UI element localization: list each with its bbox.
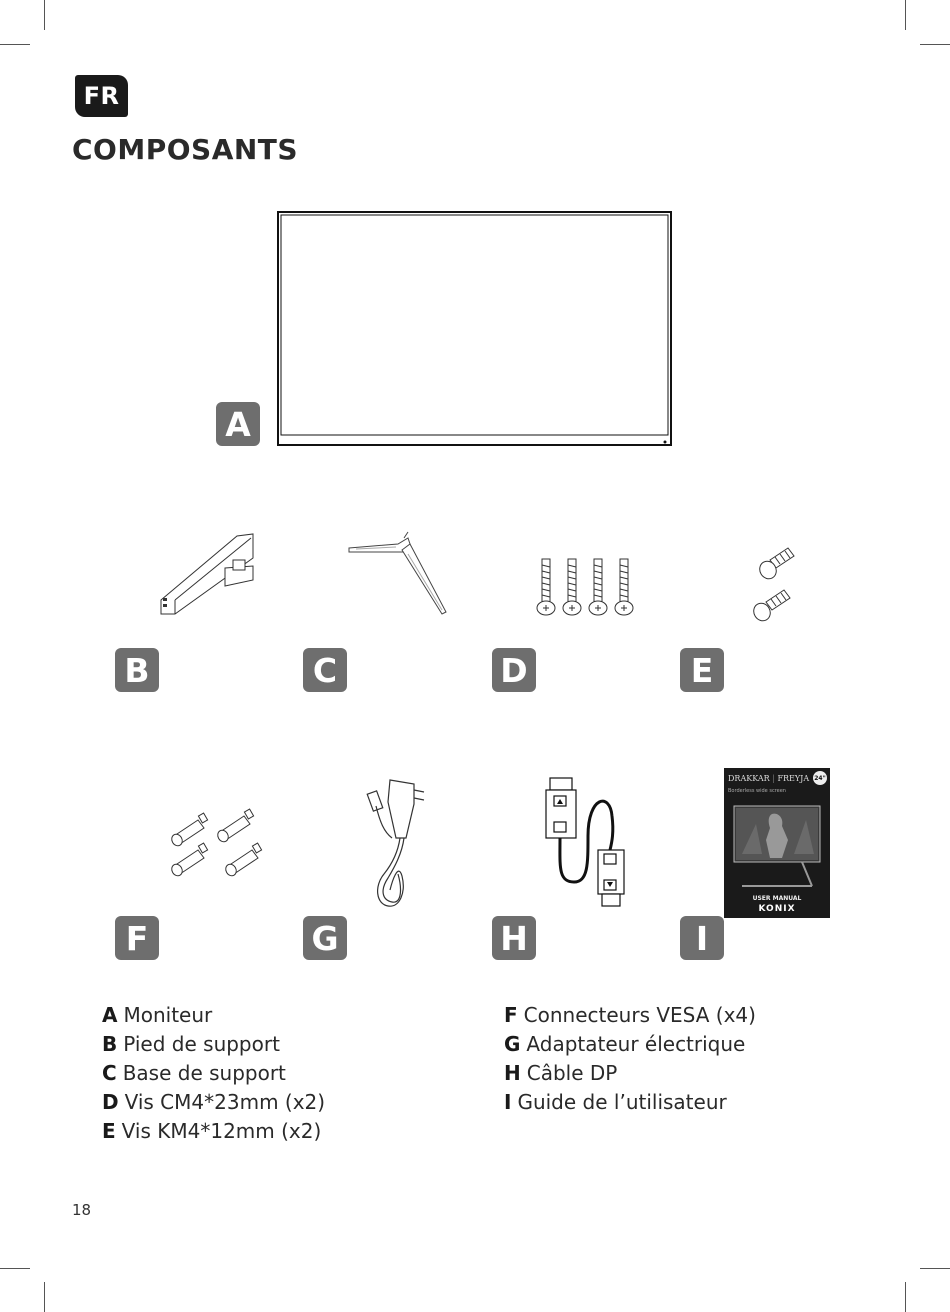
badge-h: H (492, 916, 536, 960)
crop-mark (44, 0, 45, 30)
badge-e: E (680, 648, 724, 692)
short-screws-illustration (748, 546, 800, 628)
crop-mark (905, 0, 906, 30)
badge-f: F (115, 916, 159, 960)
monitor-illustration (276, 210, 674, 450)
crop-mark (920, 1268, 950, 1269)
badge-i: I (680, 916, 724, 960)
badge-a: A (216, 402, 260, 446)
manual-logo: KONIX (758, 904, 796, 914)
legend-item: E Vis KM4*12mm (x2) (102, 1119, 322, 1143)
manual-monitor-image (732, 804, 824, 890)
badge-c: C (303, 648, 347, 692)
page-title: COMPOSANTS (72, 133, 299, 166)
badge-d: D (492, 648, 536, 692)
badge-g: G (303, 916, 347, 960)
legend-right (504, 1001, 756, 1117)
legend-item: C Base de support (102, 1061, 286, 1085)
vesa-connectors-illustration (168, 808, 272, 880)
page-number: 18 (72, 1201, 92, 1219)
manual-brand-drakkar: DRAKKAR (728, 774, 770, 783)
crop-mark (0, 44, 30, 45)
legend-item: G Adaptateur électrique (504, 1032, 746, 1056)
crop-mark (44, 1282, 45, 1312)
crop-mark (920, 44, 950, 45)
stand-base-illustration (346, 530, 450, 618)
crop-mark (905, 1282, 906, 1312)
manual-size-badge: 24" (813, 771, 827, 785)
legend-item: A Moniteur (102, 1003, 213, 1027)
manual-tagline: Borderless wide screen (728, 788, 786, 794)
manual-brand: DRAKKAR | FREYJA (728, 774, 810, 783)
legend-item: B Pied de support (102, 1032, 280, 1056)
legend-item: F Connecteurs VESA (x4) (504, 1003, 756, 1027)
legend-item: D Vis CM4*23mm (x2) (102, 1090, 326, 1114)
long-screws-illustration (532, 555, 640, 619)
manual-label: USER MANUAL (752, 895, 802, 902)
badge-b: B (115, 648, 159, 692)
legend-left (102, 1001, 325, 1146)
manual-brand-freyja: FREYJA (777, 774, 810, 783)
user-manual-illustration (724, 768, 830, 918)
crop-mark (0, 1268, 30, 1269)
language-badge: FR (75, 75, 128, 117)
dp-cable-illustration (538, 776, 630, 910)
legend-item: H Câble DP (504, 1061, 618, 1085)
legend-item: I Guide de l’utilisateur (504, 1090, 727, 1114)
power-adapter-illustration (362, 772, 430, 912)
stand-arm-illustration (155, 528, 265, 620)
